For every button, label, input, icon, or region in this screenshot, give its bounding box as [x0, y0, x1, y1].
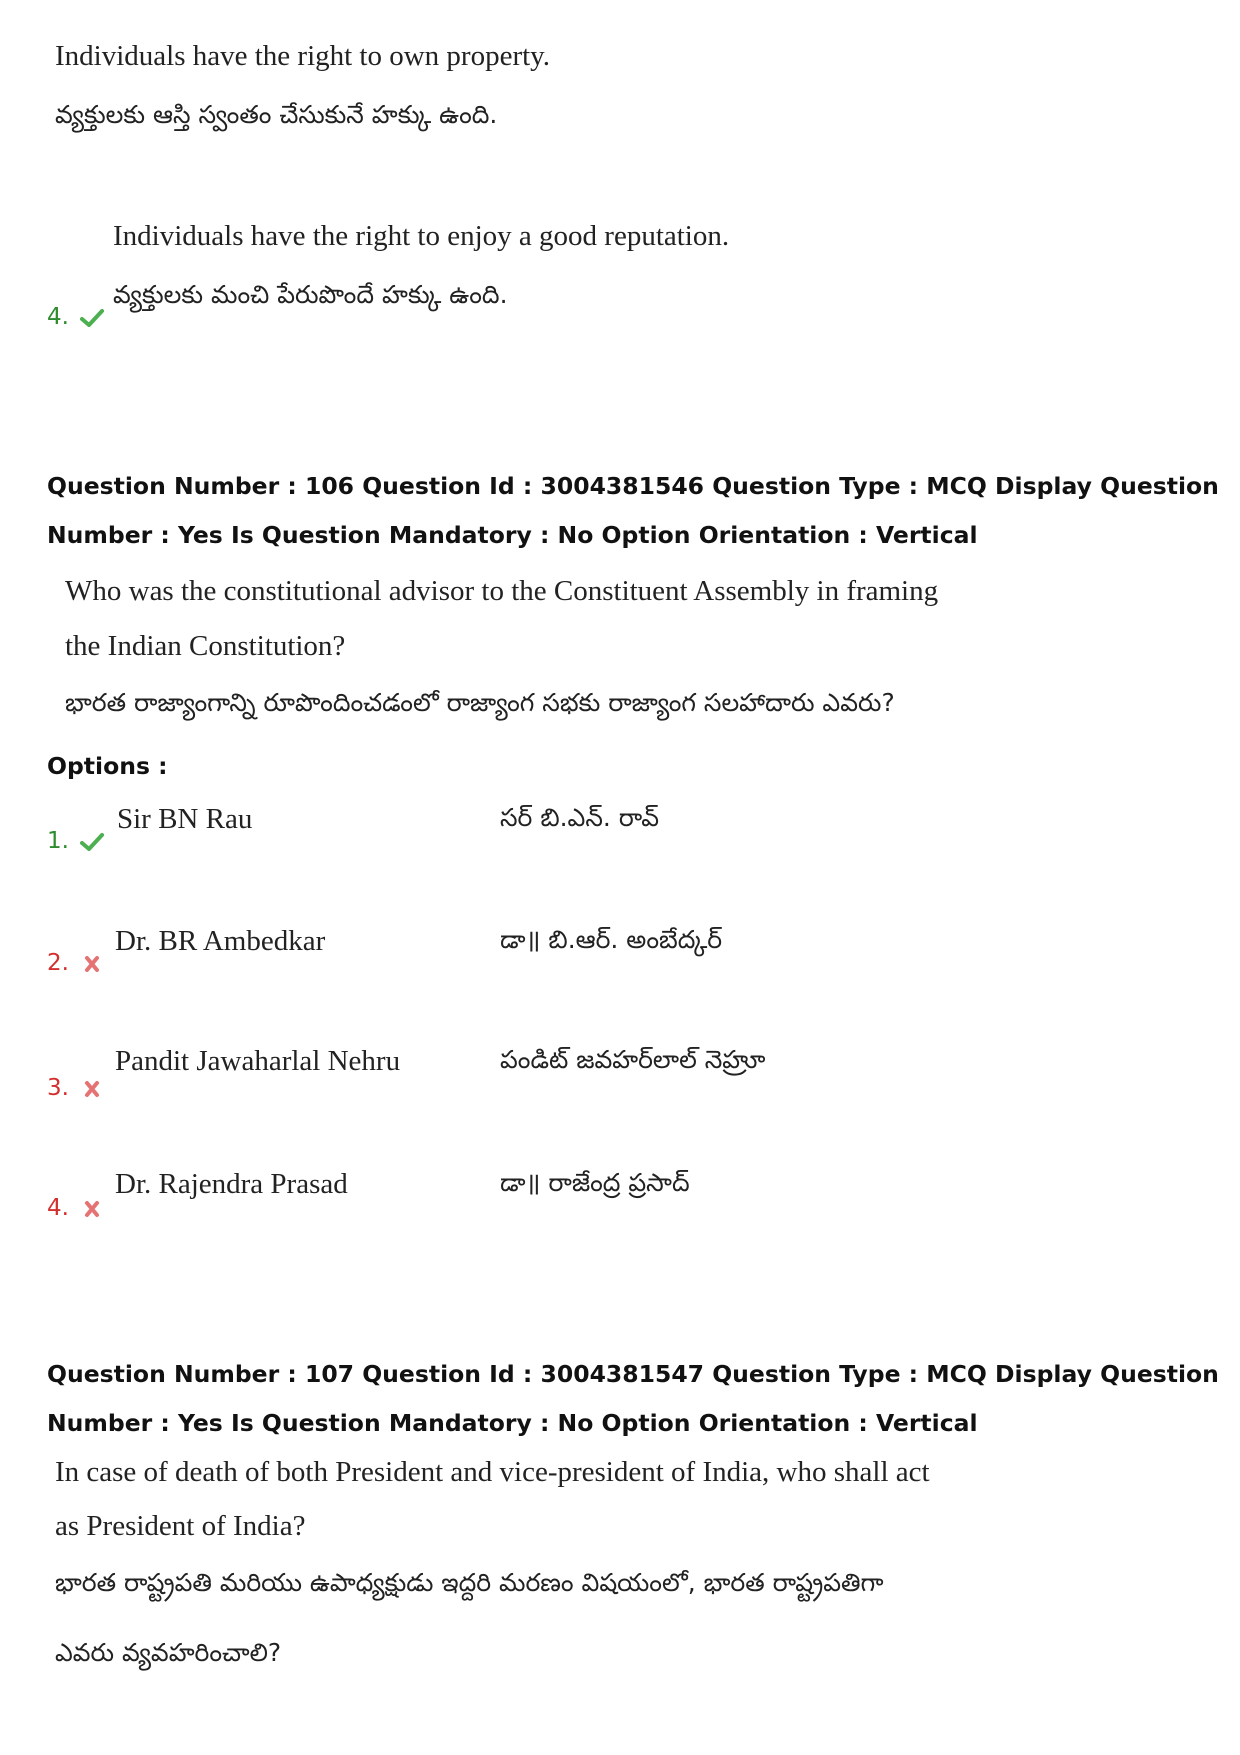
q106-option2-text-te: డా॥ బి.ఆర్. అంబేద్కర్ — [500, 925, 723, 954]
q107-question-te-line1: భారత రాష్ట్రపతి మరియు ఉపాధ్యక్షుడు ఇద్దరి మరణం విషయంలో, భారత రాష్ట్రపతిగా — [55, 1568, 884, 1597]
q106-option2-marker — [47, 950, 104, 976]
prev-option3-text-en: Individuals have the right to own property. — [55, 40, 551, 72]
q106-option4-text-te: డా॥ రాజేంద్ర ప్రసాద్ — [500, 1168, 690, 1197]
q106-option3-text-te: పండిట్ జవహర్‌లాల్ నెహ్రూ — [500, 1045, 766, 1074]
q106-option3-marker — [47, 1075, 104, 1101]
option-number: 1. — [47, 828, 69, 854]
check-icon — [80, 832, 104, 852]
option-number: 4. — [47, 304, 69, 330]
cross-icon — [80, 1079, 104, 1099]
cross-icon — [80, 954, 104, 974]
q106-option1-text-te: సర్ బి.ఎన్. రావ్ — [500, 803, 660, 832]
q107-question-en-line1: In case of death of both President and vice-president of India, who shall act — [55, 1456, 930, 1488]
q106-option1-marker — [47, 828, 104, 854]
q106-option1-text-en: Sir BN Rau — [117, 803, 253, 835]
prev-option4-text-en: Individuals have the right to enjoy a good reputation. — [113, 220, 730, 252]
q106-question-en-line1: Who was the constitutional advisor to the Constituent Assembly in framing — [65, 575, 939, 607]
q107-header-line2: Number : Yes Is Question Mandatory : No Option Orientation : Vertical — [47, 1409, 978, 1437]
q106-option2-text-en: Dr. BR Ambedkar — [115, 925, 326, 957]
prev-option4-text-te: వ్యక్తులకు మంచి పేరుపొందే హక్కు ఉంది. — [113, 280, 508, 309]
q106-option3-text-en: Pandit Jawaharlal Nehru — [115, 1045, 401, 1077]
q106-question-te: భారత రాజ్యాంగాన్ని రూపొందించడంలో రాజ్యాంగ సభకు రాజ్యాంగ సలహాదారు ఎవరు? — [65, 688, 895, 717]
q106-header-line2: Number : Yes Is Question Mandatory : No Option Orientation : Vertical — [47, 521, 978, 549]
q106-option4-marker — [47, 1195, 104, 1221]
q107-header-line1: Question Number : 107 Question Id : 3004381547 Question Type : MCQ Display Question — [47, 1360, 1219, 1388]
q106-option4-text-en: Dr. Rajendra Prasad — [115, 1168, 348, 1200]
q106-question-en-line2: the Indian Constitution? — [65, 630, 346, 662]
option-number: 4. — [47, 1195, 69, 1221]
option-number: 2. — [47, 950, 69, 976]
q106-header-line1: Question Number : 106 Question Id : 3004381546 Question Type : MCQ Display Question — [47, 472, 1219, 500]
cross-icon — [80, 1199, 104, 1219]
prev-option3-text-te: వ్యక్తులకు ఆస్తి స్వంతం చేసుకునే హక్కు ఉంది. — [55, 100, 498, 129]
q106-options-label: Options : — [47, 752, 168, 780]
option-number: 3. — [47, 1075, 69, 1101]
check-icon — [80, 308, 104, 328]
q107-question-en-line2: as President of India? — [55, 1510, 306, 1542]
prev-option4-marker — [47, 304, 104, 330]
q107-question-te-line2: ఎవరు వ్యవహరించాలి? — [55, 1638, 282, 1667]
